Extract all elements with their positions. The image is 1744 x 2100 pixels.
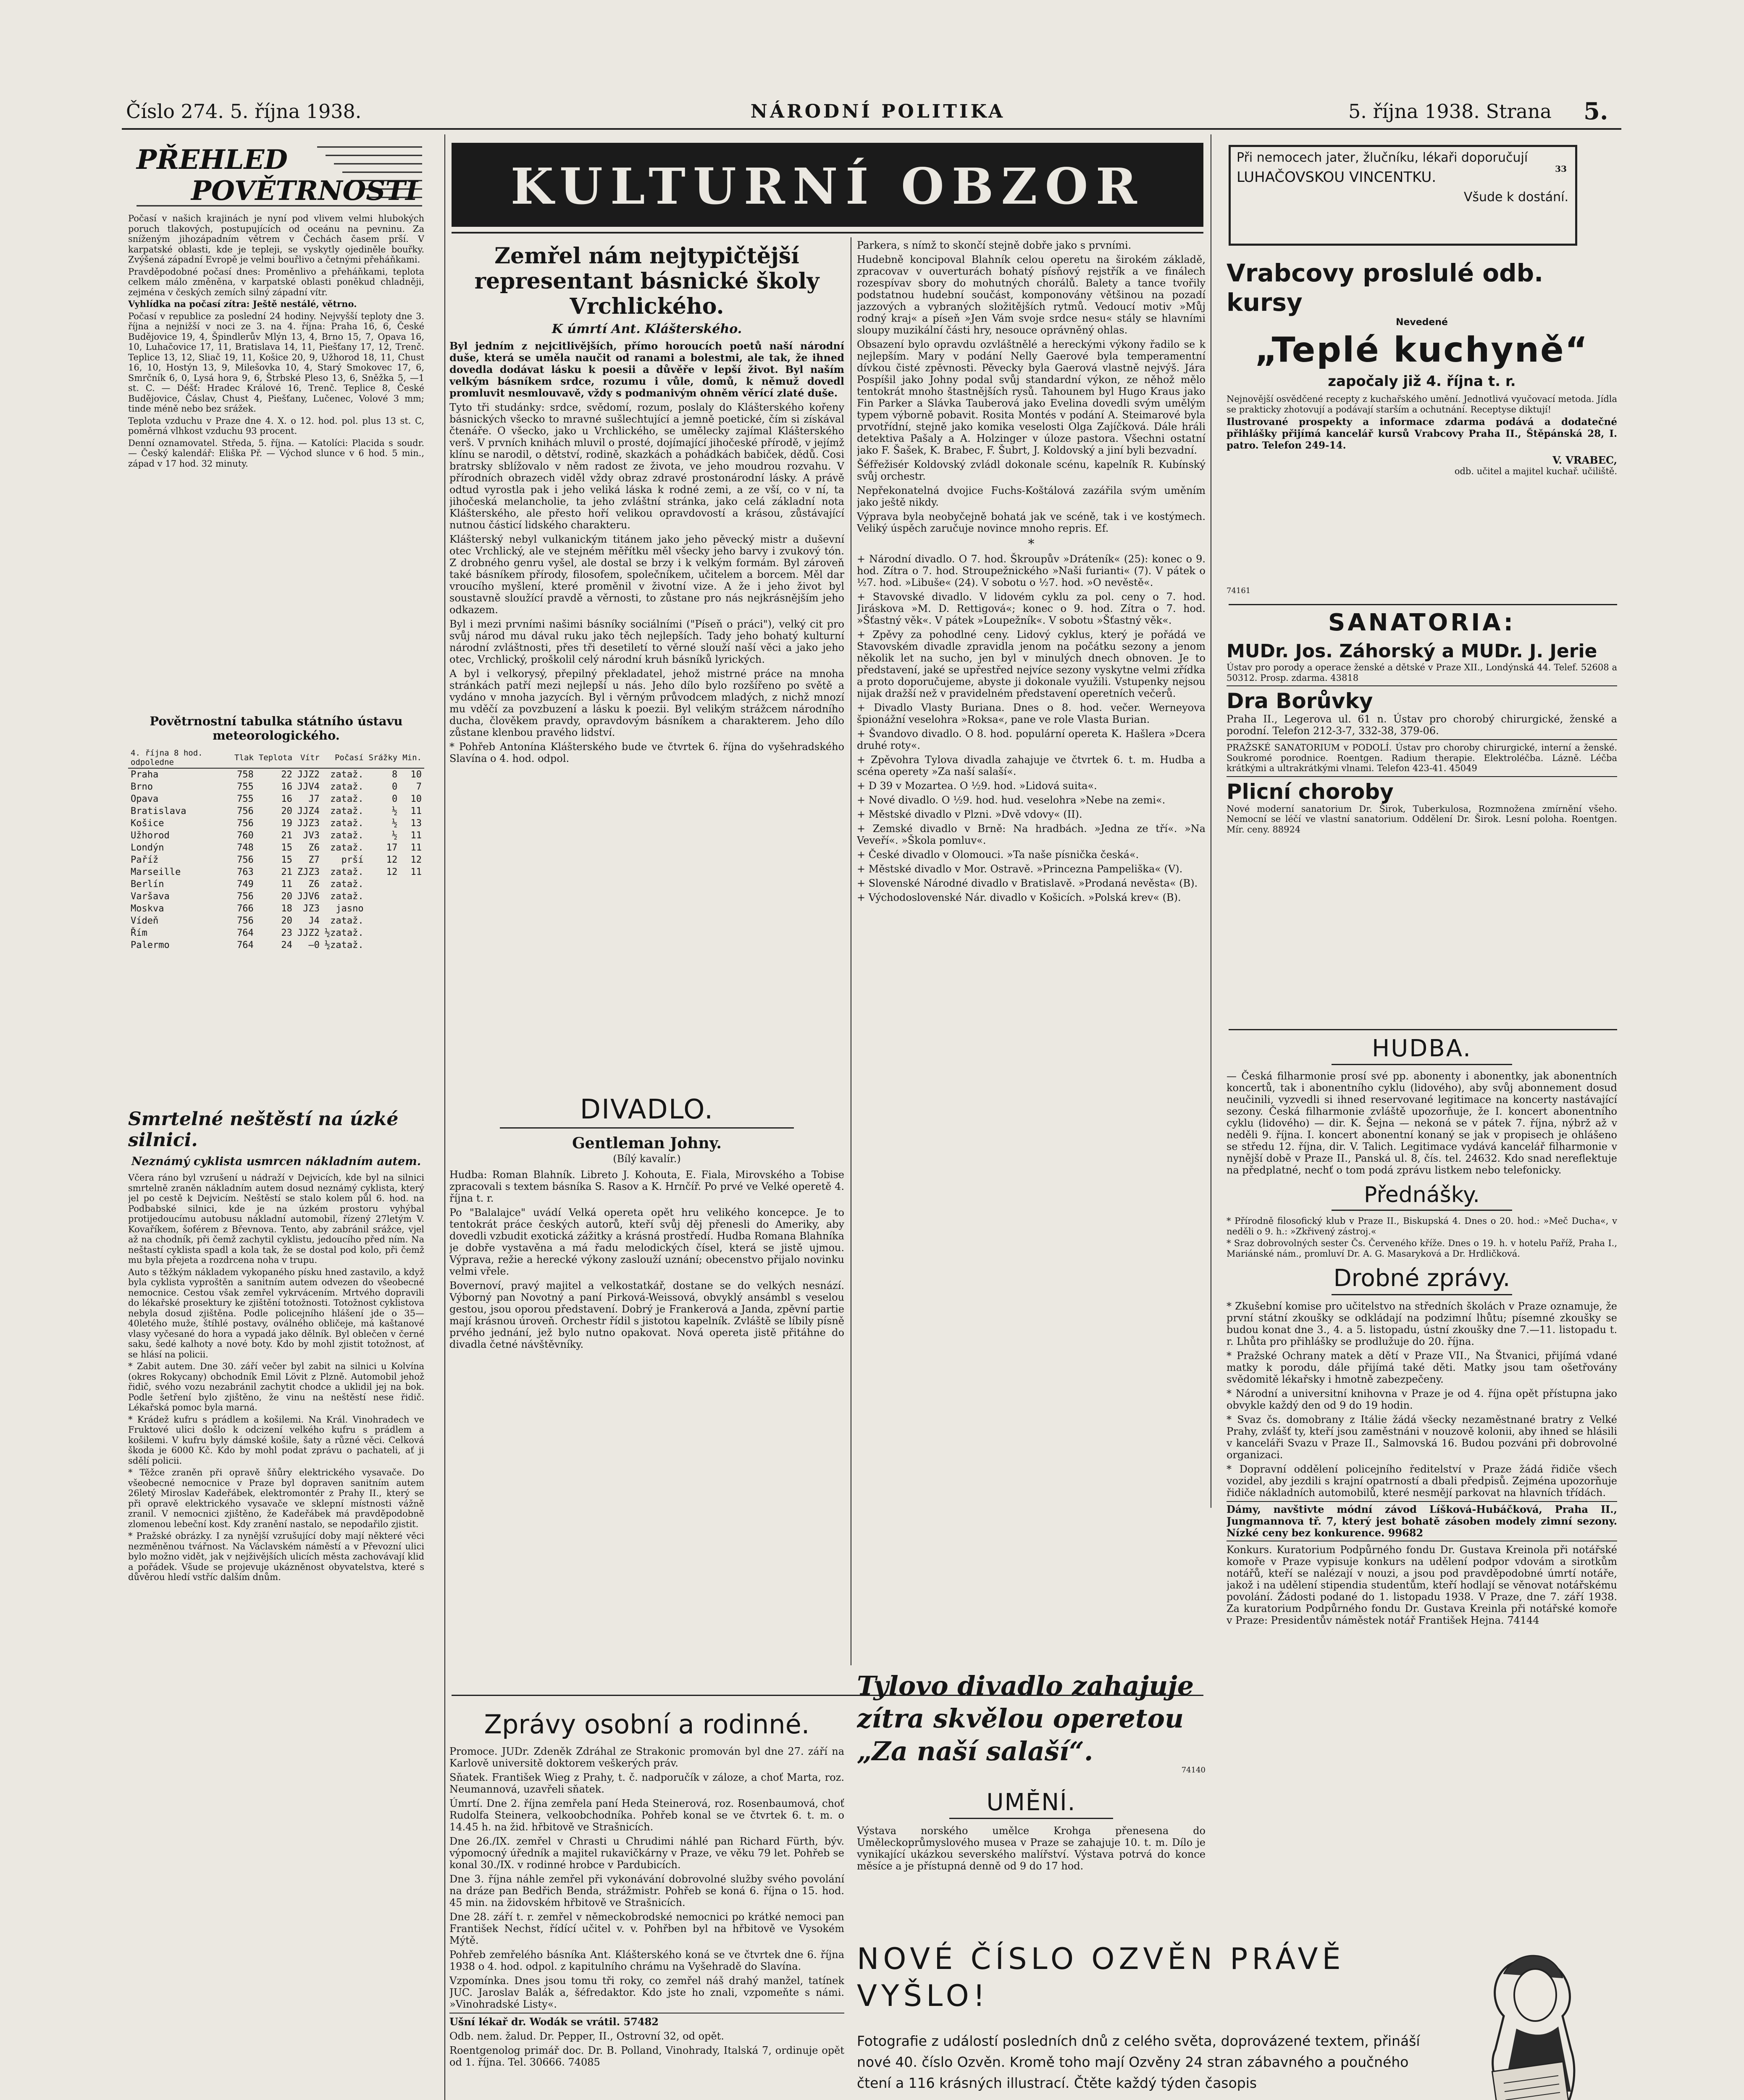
personal-item: Dne 3. října náhle zemřel při vykonávání dobrovolné služby svého povolání na dráze pan Bedřich Benda, strážmistr. Pohřeb se koná 6. října o 15. hod. 45 min. na židovském hřbitově ve Strašnicích. [449, 1873, 844, 1908]
table-header: 4. října 8 hod. odpoledne [128, 748, 232, 768]
table-cell: zataž. [330, 879, 364, 890]
obituary-article [449, 239, 844, 1088]
table-cell [366, 915, 400, 927]
review-paragraph: Nepřekonatelná dvojice Fuchs-Koštálová zazářila svým uměním jako ještě nikdy. [857, 485, 1206, 508]
section-rule [500, 1127, 794, 1129]
table-cell: 764 [237, 928, 254, 938]
program-item: + Východoslovenské Nár. divadlo v Košicích. »Polská krev« (B). [857, 892, 1181, 903]
table-cell: 755 [237, 794, 254, 804]
table-cell: JJZ2 [297, 928, 320, 938]
culture-rule [452, 232, 1203, 234]
weather-forecast: Pravděpodobné počasí dnes: Proměnlivo a přeháňkami, teplota celkem málo změněna, v karpatské oblasti poněkud chladněji, zejména v českých zemích silný západní vítr. [128, 266, 424, 297]
obituary-subheadline: K úmrtí Ant. Klášterského. [552, 322, 742, 336]
table-cell: ½zataž. [324, 940, 364, 950]
page-number: 5. [1584, 97, 1608, 125]
review-subtitle: (Bílý kavalír.) [613, 1153, 681, 1165]
divider [1227, 739, 1617, 740]
table-cell: Košice [131, 818, 164, 829]
classified-ad: Roentgenolog primář doc. Dr. B. Polland, Vinohrady, Italská 7, ordinuje opět od 1. října. Tel. 30666. 74085 [449, 2045, 844, 2068]
table-row [128, 768, 424, 781]
table-row [128, 878, 424, 890]
table-row [128, 927, 424, 939]
table-cell: 756 [237, 806, 254, 816]
table-cell: 0 [391, 782, 398, 792]
table-cell: Bratislava [131, 806, 186, 816]
personal-item: Úmrtí. Dne 2. října zemřela paní Heda Steinerová, roz. Rosenbaumová, choť Rudolfa Steinera, velkoobchodníka. Pohřeb konal se ve čtvrtek 6. t. m. o 14.45 h. na žid. hřbitově ve Strašnicích. [449, 1798, 844, 1833]
luhacovice-availability: Všude k dostání. [1463, 190, 1568, 205]
table-cell: zataž. [330, 806, 364, 816]
table-row [128, 781, 424, 793]
table-cell: JJZ3 [297, 818, 320, 829]
weather-prague: Teplota vzduchu v Praze dne 4. X. o 12. hod. pol. plus 13 st. C, poměrná vlhkost vzduchu 93 procent. [128, 415, 424, 436]
table-cell: Z7 [308, 855, 320, 865]
table-cell: Z6 [308, 879, 320, 890]
table-cell: 20 [281, 891, 292, 902]
program-item: + Nové divadlo. O ½9. hod. hud. veselohra »Nebe na zemi«. [857, 794, 1166, 806]
short-news-item: * Zkušební komise pro učitelstvo na středních školách v Praze oznamuje, že první státní zkoušky se odkládají na podzimní lhůtu; písemné zkoušky se budou konat dne 3., 4. a 5. listopadu, ústní zkoušky dne 7.—11. listopadu t. r. Lhůta pro přihlášky se prodlužuje do 20. října. [1227, 1300, 1617, 1347]
classified-ad: Odb. nem. žalud. Dr. Pepper, II., Ostrovní 32, od opět. [449, 2030, 724, 2042]
divider [1227, 776, 1617, 777]
table-row [128, 890, 424, 903]
table-header: Vítr [295, 748, 322, 768]
table-cell [400, 878, 424, 890]
table-cell: Řím [131, 928, 147, 938]
table-cell [366, 890, 400, 903]
short-news-item: * Svaz čs. domobrany z Itálie žádá všecky nezaměstnané bratry z Velké Prahy, zvlášť ty, kteří jsou zaměstnáni v nouzově kolonii, aby ihned se hlásili v kanceláři Svazu v Praze II., Salmovská 16. Budou pozváni při dobrovolné organizaci. [1227, 1414, 1617, 1461]
table-cell: 755 [237, 782, 254, 792]
separator-star: * [1028, 537, 1035, 551]
vrabec-signature: V. VRABEC, [1552, 454, 1617, 466]
weather-outlook: Vyhlídka na počasí zítra: Ještě nestálé, větrno. [128, 299, 357, 309]
obituary-paragraph: A byl i velkorysý, přepilný překladatel, jehož mistrné práce na mnoha stránkách patří mezi nejlepší u nás. Jeho dílo bylo rozšířeno po světě a vydáno v mnoha jazycích. Byl i věrným průvodcem mladých, z nichž mnozí mu vděčí za povzbuzení a lásku k poezii. Byl velikým strážcem národního ducha, člověkem pravdy, opravdovým básníkem a charakterem. Jeho dílo zůstane klenbou pravého lidství. [449, 668, 844, 738]
weather-report [128, 213, 424, 696]
table-row [128, 915, 424, 927]
table-cell: 756 [237, 855, 254, 865]
personal-news-title: Zprávy osobní a rodinné. [484, 1709, 810, 1740]
news-item: * Těžce zraněn při opravě šňůry elektrického vysavače. Do všeobecné nemocnice v Praze byl dopraven sanitním autem 26letý Miroslav Kadeřábek, elektromontér z Prahy II., který se při opravě elektrického vysavače ve sklepní místnosti vážně zranil. V nemocnici zjištěno, že Kadeřábek má pravděpodobně zlomenou lebeční kost. Kdy zranění nastalo, se nepodařilo zjistit. [128, 1467, 424, 1529]
table-cell: Vídeň [131, 916, 159, 926]
table-cell: 15 [281, 855, 292, 865]
table-cell: JJZ4 [297, 806, 320, 816]
table-cell: JZ3 [303, 903, 320, 914]
table-header: Počasí [322, 748, 366, 768]
table-cell: JJV4 [297, 782, 320, 792]
program-item: + Švandovo divadlo. O 8. hod. populární opereta K. Hašlera »Dcera druhé roty«. [857, 728, 1206, 751]
program-item: + Divadlo Vlasty Buriana. Dnes o 8. hod. večer. Werneyova špionážní veselohra »Roksa«, pane ve role Vlasta Burian. [857, 702, 1206, 725]
right-news [1227, 1035, 1617, 1938]
weather-table-section [128, 714, 424, 1092]
table-cell: JJZ2 [297, 769, 320, 780]
table-cell: 21 [281, 830, 292, 841]
table-header: Teplota [256, 748, 295, 768]
table-cell [400, 903, 424, 915]
culture-logo-text: KULTURNÍ OBZOR [510, 157, 1145, 215]
personal-item: Sňatek. František Wieg z Prahy, t. č. nadporučík v záloze, a choť Marta, roz. Neumannová, uzavřeli sňatek. [449, 1772, 844, 1795]
vrabec-headline: „Teplé kuchyně“ [1255, 330, 1589, 370]
table-cell: 18 [281, 903, 292, 914]
table-cell [400, 915, 424, 927]
weather-calendar: Denní oznamovatel. Středa, 5. října. — Katolíci: Placida s soudr. — Český kalendář: Eliška Př. — Východ slunce v 6 hod. 5 min., západ v 17 hod. 32 minuty. [128, 438, 424, 469]
table-cell: zataž. [330, 794, 364, 804]
table-cell: ½ [391, 818, 398, 829]
obituary-paragraph: Tyto tři studánky: srdce, svědomí, rozum, poslaly do Klášterského kořeny básnických všecko to mravné sušlechtující a jemně poetické, čím si získával čtenáře. O všecko, jako u Vrchlického, se umělecky zajímal Klášterského verš. V prvních knihách mluvil o prosté, dojímající jihočeské přírodě, v jejímž klínu se narodil, o dětství, rodině, skazkách a pohádkách babiček, dědů. Cosi bratrsky sblížovalo v něm radost ze života, ve jeho moudrou rozvahu. V přírodních obrazech viděl vždy obraz zdravé prostonárodní lásky. A právě odtud vyrostla pak i jeho veliká láska k rodné zemi, a ze vší, co v ní, ta jihočeská melancholie, ta jeho zvláštní stránka, jako celá základní nota Klášterského, ale přesto hoří velikou opravdovostí a krásou, zůstávající nutnou částicí lidského charakteru. [449, 402, 844, 531]
table-cell: Opava [131, 794, 159, 804]
news-item: * Pražské obrázky. I za nynější vzrušující doby mají některé věci nezměněnou tvářnost. Na Václavském náměstí a v Převozní ulici bylo možno vidět, jak v nejživějších ulicích města zachovávají klid a pořádek. Všude se projevuje ukázněnost obyvatelstva, které s důvěrou hledí vstříc dalším dnům. [128, 1531, 424, 1582]
table-cell: —0 [308, 940, 320, 950]
personal-item: Pohřeb zemřelého básníka Ant. Klášterského koná se ve čtvrtek dne 6. října 1938 o 4. hod. odpol. z kapitulního chrámu na Vyšehradě do Slavína. [449, 1949, 844, 1972]
section-rule [1332, 1064, 1512, 1065]
news-item: * Zabit autem. Dne 30. září večer byl zabit na silnici u Kolvína (okres Rokycany) obchodník Emil Lövit z Plzně. Automobil jehož řidič, svého vozu nezabránil zachytit chodce a uklidil jej na bok. Podle šetření bylo zjištěno, že vinu na neštěstí nese řidič. Lékařská pomoc byla marná. [128, 1361, 424, 1412]
table-cell [366, 939, 400, 951]
short-news-item: * Národní a universitní knihovna v Praze je od 4. října opět přístupna jako obvykle každý den od 9 do 19 hodin. [1227, 1388, 1617, 1411]
program-item: + Městské divadlo v Mor. Ostravě. »Princezna Pampeliška« (V). [857, 863, 1183, 875]
tyl-theatre-ad [857, 1670, 1206, 1779]
table-cell: 764 [237, 940, 254, 950]
sanatorium-boruvka: Dra Borůvky [1227, 689, 1373, 713]
accident-article [128, 1109, 424, 2100]
table-header: Srážky [366, 748, 400, 768]
program-item: + Zpěvohra Tylova divadla zahajuje ve čtvrtek 6. t. m. Hudba a scéna operety »Za naší salaší«. [857, 754, 1206, 777]
table-cell: 12 [386, 867, 398, 877]
table-cell: 19 [281, 818, 292, 829]
table-cell: 20 [281, 916, 292, 926]
sanatorium-zahorsky-info: Ústav pro porody a operace ženské a dětské v Praze XII., Londýnská 44. Telef. 52608 a 50312. Prosp. zdarma. 43818 [1227, 662, 1617, 683]
luhacovice-text: Při nemocech jater, žlučníku, lékaři doporučují [1237, 150, 1528, 165]
table-row [128, 854, 424, 866]
review-paragraph: Po "Balalajce" uvádí Velká opereta opět hru velikého koncepce. Je to tentokrát práce českých autorů, kteří svůj děj přenesli do Ameriky, aby dovedli vzbudit exotická zážitky a krásná prostředí. Hudba Romana Blahníka je dobře vystavěna a má řadu melodických čísel, která se jistě ujmou. Výprava, režie a herecké výkony zaslouží uznání; obecenstvo přijalo novinku velmi vřele. [449, 1207, 844, 1277]
table-cell: 23 [281, 928, 292, 938]
obituary-paragraph: Klášterský nebyl vulkanickým titánem jako jeho pěvecký mistr a duševní otec Vrchlický, ale ve stejném měřítku měl všecky jeho barvy i zvukový tón. Z drobného genru vyšel, ale dostal se brzy i k velkým formám. Byl zároveň také básníkem přírody, filosofem, společníkem, učitelem a borcem. Měl dar vroucího myšlení, které proměnil v životní vize. A že i jeho život byl soustavně sloužící pravdě a věrnosti, to zůstane pro nás nejkrásnějším jeho odkazem. [449, 533, 844, 616]
table-cell: ½zataž. [324, 928, 364, 938]
table-cell: 24 [281, 940, 292, 950]
ad-number: 74161 [1227, 586, 1251, 595]
table-cell: jasno [336, 903, 364, 914]
table-row [128, 830, 424, 842]
table-header-row [128, 748, 424, 768]
table-cell: 756 [237, 891, 254, 902]
table-cell: zataž. [330, 818, 364, 829]
obituary-paragraph: Byl i mezi prvními našimi básníky sociálními ("Píseň o práci"), velký cit pro svůj národ mu dával ruku jako těch nejlepších. Tady jeho bohatý kulturní národní zvláštnosti, přes tři desetiletí to věrné slouží naší věci a jako jeho otec, Vrchlický, proškolil celý národní kruh básníků lyrických. [449, 618, 844, 665]
accident-paragraph: Auto s těžkým nákladem vykopaného písku hned zastavilo, a když byla cyklista vyproštěn a sanitním autem odvezen do všeobecné nemocnice. Cestou však zemřel vykrvácením. Mrtvého dopravili do lékařské prosektury ke zjištění totožnosti. Totožnost cyklistova nebyla dosud zjištěna. Podle policejního hlášení jde o 35—40letého muže, štíhlé postavy, oválného obličeje, má kaštanové vlasy vyčesané do hora a vypadá jako dělník. Byl oblečen v černé saku, šedé kalhoty a nové boty. Kdo by mohl zjistit totožnost, ať se hlásí na policii. [128, 1267, 424, 1360]
table-cell: zataž. [330, 769, 364, 780]
divider [1227, 685, 1617, 686]
table-cell: 8 [391, 769, 398, 780]
sanatorium-boruvka-info: Praha II., Legerova ul. 61 n. Ústav pro chorobý chirurgické, ženské a porodní. Telefon 212-3-7, 332-38, 379-06. [1227, 713, 1617, 737]
program-item: + Zemské divadlo v Brně: Na hradbách. »Jedna ze tří«. »Na Veveří«. »Škola pomluv«. [857, 823, 1206, 846]
program-item: + České divadlo v Olomouci. »Ta naše písnička česká«. [857, 849, 1139, 861]
table-cell: 15 [281, 843, 292, 853]
table-cell: Z6 [308, 843, 320, 853]
short-news-section-title: Drobné zprávy. [1333, 1265, 1510, 1292]
table-cell: Marseille [131, 867, 181, 877]
personal-item: Dne 28. září t. r. zemřel v německobrodské nemocnici po krátké nemoci pan František Nechst, řídící učitel v. v. Pohřben byl na hřbitově ve Vysokém Mýtě. [449, 1911, 844, 1946]
vrabec-course-ad [1227, 258, 1617, 598]
news-item: * Krádež kufru s prádlem a košilemi. Na Král. Vinohradech ve Fruktové ulici došlo k odcizení velkého kufru s prádlem a košilemi. V kufru byly dámské košile, šaty a různé věci. Celková škoda je 6000 Kč. Kdo by mohl podat zprávu o pachateli, ať ji sdělí policii. [128, 1414, 424, 1466]
sanatorium-podoli: PRAŽSKÉ SANATORIUM v PODOLÍ. Ústav pro choroby chirurgické, interní a ženské. Soukromé porodnice. Roentgen. Radium therapie. Elektroléčba. Lázně. Léčba krátkými a ultrakrátkými vlnami. Telefon 423-41. 45049 [1227, 743, 1617, 773]
review-paragraph: Obsazení bylo opravdu ozvláštnělé a hereckými výkony řadilo se k nejlepším. Mary v podání Nelly Gaerové byla temperamentní dívkou čisté zpěvnosti. Pěvecky byla Gaerová vlastně nejvýš. Jára Pospíšil jako Johny podal svůj standardní výkon, ze něhož mělo tentokrát mnoho štastnějších rysů. Tahounem byl Hugo Kraus jako Fin Parker a Slávka Tauberová jako Evelina dovedli svým umělým typem výborně pobavit. Rosita Montés v podání A. Steimarové byla prvotřídní, stejně jako komika veselosti Olga Zajíčková. Dále hráli detektiva Pašaly a A. Holzinger v úloze pastora. Všechni ostatní jako F. Šašek, K. Brabec, F. Šubrt, J. Koldovský a jiní byli bezvadní. [857, 339, 1206, 456]
lecture-item: * Sraz dobrovolných sester Čs. Červeného kříže. Dnes o 19. h. v hotelu Paříž, Praha I., Mariánské nám., promluví Dr. A. G. Masaryková a Dr. Hrdličková. [1227, 1238, 1617, 1259]
table-cell: ½ [391, 806, 398, 816]
obituary-paragraph: Byl jedním z nejcitlivějších, přímo horoucích poetů naší národní duše, která se uměla naučit od ranami a bolestmi, ale tak, že ihned dovedla dodávat lásku k poesii a důvěře v lepší život. Byl naším velkým básníkem srdce, rozumu i vůle, domů, k němuž dovedl promluvit nesmlouvavě, vždy s podmanivým ohněm věrící zlaté duše. [449, 340, 844, 399]
table-cell: 758 [237, 769, 254, 780]
funeral-notice: * Pohřeb Antonína Klášterského bude ve čtvrtek 6. října do vyšehradského Slavína o 4. hod. odpol. [449, 741, 844, 764]
vrabec-signature-title: odb. učitel a majitel kuchař. učiliště. [1454, 466, 1617, 476]
review-title: Gentleman Johny. [572, 1134, 722, 1152]
table-cell: 0 [391, 794, 398, 804]
lecture-item: * Přírodně filosofický klub v Praze II., Biskupská 4. Dnes o 20. hod.: »Meč Ducha«, v neděli o 9. h.: »Zkřivený zástroj.« [1227, 1216, 1617, 1236]
table-cell: Praha [131, 769, 159, 780]
sanatoria-title: SANATORIA: [1328, 609, 1516, 636]
program-item: + Stavovské divadlo. V lidovém cyklu za pol. ceny o 7. hod. Jiráskova »M. D. Rettigová«; konec o 9. hod. Zítra o 7. hod. »Šťastný věk«. V pátek »Loupežník«. V sobotu »Šťastný věk«. [857, 591, 1206, 626]
table-cell [400, 890, 424, 903]
table-cell [400, 927, 424, 939]
table-cell: 766 [237, 903, 254, 914]
header-rule [122, 128, 1621, 130]
theatre-program-column [857, 239, 1206, 1663]
table-cell: Užhorod [131, 830, 170, 841]
review-continuation: Parkera, s nímž to skončí stejně dobře jako s prvními. [857, 239, 1132, 251]
table-cell: 10 [410, 794, 422, 804]
accident-headline: Smrtelné neštěstí na úzké silnici. [128, 1109, 399, 1151]
table-cell: 22 [281, 769, 292, 780]
section-rule [1229, 1029, 1617, 1030]
table-cell: Paříž [131, 855, 159, 865]
tyl-ad-text: Tylovo divadlo zahajuje zítra skvělou operetou „Za naší salaší“. [857, 1670, 1194, 1767]
table-cell [366, 927, 400, 939]
weather-table-body [128, 768, 424, 951]
section-rule [949, 1818, 1113, 1819]
table-cell: zataž. [330, 867, 364, 877]
table-cell: JV3 [303, 830, 320, 841]
table-cell: Moskva [131, 903, 164, 914]
table-cell: 17 [386, 843, 398, 853]
table-row [128, 805, 424, 817]
table-cell: 749 [237, 879, 254, 890]
competition-notice: Konkurs. Kuratorium Podpůrného fondu Dr. Gustava Kreinola při notářské komoře v Praze vypisuje konkurs na udělení podpor vdovám a sirotkům notářů, kteří se nalézají v nouzi, a jsou pod pravděpodobné úmrtí notáře, jakož i na udělení stipendia studentům, kteří hodlají se věnovat notářskému povolání. Žádosti podané do 1. listopadu 1938. V Praze, dne 7. září 1938. Za kuratorium Podpůrného fondu Dr. Gustava Kreinla při notářské komoře v Praze: Presidentův náměstek notář František Hejna. 74144 [1227, 1544, 1617, 1626]
weather-logo [128, 139, 424, 210]
table-cell: Londýn [131, 843, 164, 853]
table-cell: zataž. [330, 891, 364, 902]
table-row [128, 842, 424, 854]
table-cell: Palermo [131, 940, 170, 950]
table-cell: 756 [237, 818, 254, 829]
table-cell: J7 [308, 794, 320, 804]
woman-illustration [1445, 1940, 1613, 2100]
vrabec-contact: Ilustrované prospekty a informace zdarma podává a dodatečné přihlášky přijímá kancelář kursů Vrabcovy Praha II., Štěpánská 28, I. patro. Telefon 249-14. [1227, 416, 1617, 451]
sanatorium-zahorsky: MUDr. Jos. Záhorský a MUDr. J. Jerie [1227, 640, 1597, 662]
table-cell: JJV6 [297, 891, 320, 902]
table-cell: 13 [410, 818, 422, 829]
table-cell: 12 [410, 855, 422, 865]
personal-news [449, 1705, 844, 2100]
sanatorium-lungs: Plicní choroby [1227, 779, 1394, 804]
table-cell: 11 [410, 843, 422, 853]
table-header: Tlak [232, 748, 256, 768]
art-section [857, 1789, 1206, 1932]
table-cell [400, 939, 424, 951]
luhacovice-brand: LUHAČOVSKOU VINCENTKU. [1237, 169, 1437, 186]
table-cell: 763 [237, 867, 254, 877]
svg-text:POVĚTRNOSTI: POVĚTRNOSTI [191, 175, 418, 207]
table-cell: prší [341, 855, 364, 865]
page-date: 5. října 1938. Strana [1348, 100, 1552, 123]
personal-item: Promoce. JUDr. Zdeněk Zdráhal ze Strakonic promován byl dne 27. září na Karlově universitě doktorem veškerých práv. [449, 1746, 844, 1769]
sanatorium-lungs-info: Nové moderní sanatorium Dr. Širok, Tuberkulosa, Rozmnožena zmírnění všeho. Nemocní se léčí ve vlastní sanatorium. Oddělení Dr. Širok. Lesní poloha. Roentgen. Mír. ceny. 88924 [1227, 803, 1617, 835]
table-cell: J4 [308, 916, 320, 926]
ozveny-description: Fotografie z událostí posledních dnů z celého světa, doprovázené textem, přináší nové 40. číslo Ozvěn. Kromě toho mají Ozvěny 24 stran zábavného a poučného čtení a 116 krásných illustrací. Čtěte každý týden časopis [857, 2033, 1420, 2091]
review-paragraph: Bovernoví, pravý majitel a velkostatkář, dostane se do velkých nesnází. Výborný pan Novotný a paní Pirková-Weissová, obvyklý ansámbl s veselou gestou, jsou oporou představení. Dobrý je Frankerová a Janda, zpěvní partie mají krásnou úroveň. Orchestr řídil s jistotou kapelník. Zvláště se líbily písně prvého jednání, jež bylo nutno opakovat. Nová opereta jistě přitáhne do divadla četné návštěvníky. [449, 1280, 844, 1350]
weather-table-title: Povětrnostní tabulka státního ústavu meteorologického. [150, 714, 403, 743]
program-item: + D 39 v Mozartea. O ½9. hod. »Lidová suita«. [857, 780, 1097, 792]
vrabec-description: Nejnovější osvědčené recepty z kuchařského umění. Jednotlivá vyučovací metoda. Jídla se prakticky zhotovují a podávají starším a ochutnání. Receptyse diktují! [1227, 394, 1617, 415]
table-cell: Varšava [131, 891, 170, 902]
table-row [128, 903, 424, 915]
theatre-review [449, 1092, 844, 1688]
table-cell: 11 [410, 806, 422, 816]
table-cell: 16 [281, 782, 292, 792]
program-item: + Zpěvy za pohodlné ceny. Lidový cyklus, který je pořádá ve Stavovském divadle zpravidla jenom na počátku sezony a jenom několik let na sucho, jen byl v minulých dnech obnoven. Je to představení, jaké se upřestřed nejvíce sezony vyskytne velmi zřídka a proto doporučujeme, abyste ji dokonale využili. Vstupenky nejsou nijak dražší než v pravidelném představení operetních večerů. [857, 629, 1206, 699]
weather-paragraph: Počasí v našich krajinách je nyní pod vlivem velmi hlubokých poruch tlakových, postupujících od oceánu na pevninu. Za sníženým jihozápadním větrem v Čechách časem prší. V karpatské oblasti, kde je tepleji, se vyskytly ojediněle bouřky. Zvýšená západní Evropě je velmi bouřlivo a četnými přeháňkami. [128, 213, 424, 265]
ozveny-headline: NOVÉ ČÍSLO OZVĚN PRÁVĚ VYŠLO! [857, 1942, 1345, 2013]
obituary-headline: Zemřel nám nejtypičtější representant básnické školy Vrchlického. [474, 243, 819, 319]
issue-number: Číslo 274. 5. října 1938. [126, 100, 362, 123]
table-cell: 10 [410, 769, 422, 780]
theatre-program [857, 553, 1206, 903]
weather-temperatures: Počasí v republice za poslední 24 hodiny. Nejvyšší teploty dne 3. října a nejnižší v noci ze 3. na 4. října: Praha 16, 6, České Budějovice 19, 4, Špindlerův Mlýn 13, 4, Brno 15, 7, Opava 16, 10, Luhačovice 17, 11, Bratislava 14, 11, Piešťany 17, 12, Trenč. Teplice 13, 12, Sliač 19, 11, Košice 20, 9, Užhorod 18, 11, Chust 16, 10, Hostýn 13, 9, Milešovka 10, 4, Starý Smokovec 17, 6, Smrčník 6, 0, Lysá hora 9, 6, Štrbské Pleso 13, 6, Sněžka 5, —1 st. C. — Déšť: Hradec Králové 16, Trenč. Teplice 8, České Budějovice, Čáslav, Chust 4, Piešťany, Lučenec, Volové 3 mm; tinde méně nebo bez srážek. [128, 311, 424, 414]
table-row [128, 793, 424, 805]
table-cell: 11 [281, 879, 292, 890]
table-cell: ZJZ3 [297, 867, 320, 877]
table-row [128, 939, 424, 951]
accident-subheadline: Neznámý cyklista usmrcen nákladním autem. [131, 1155, 421, 1168]
table-row [128, 866, 424, 878]
table-cell: zataž. [330, 830, 364, 841]
short-news-item: * Pražské Ochrany matek a dětí v Praze VII., Na Štvanici, přijímá vdané matky k porodu, dále přijímá také děti. Matky jsou tam ošetřovány svědomitě lékařsky i hmotně zabezpečeny. [1227, 1350, 1617, 1385]
lectures-section-title: Přednášky. [1364, 1182, 1480, 1208]
section-rule [1229, 604, 1617, 605]
table-cell: 760 [237, 830, 254, 841]
ozveny-ad [857, 1940, 1617, 2100]
program-item: + Národní divadlo. O 7. hod. Škroupův »Dráteník« (25): konec o 9. hod. Zítra o 7. hod. Stroupežnického »Naši furianti« (7). V pátek o ½7. hod. »Libuše« (24). V sobotu o ½7. hod. »O nevěstě«. [857, 553, 1206, 588]
fashion-ad: Dámy, navštivte módní závod Líšková-Hubáčková, Praha II., Jungmannova tř. 7, který jest bohatě zásoben modely zimní sezony. Nízké ceny bez konkurence. 99682 [1227, 1501, 1617, 1541]
luhacovice-ad [1229, 145, 1577, 246]
review-paragraph: Šéfřežisér Koldovský zvládl dokonale scénu, kapelník R. Kubínský svůj orchestr. [857, 459, 1206, 482]
art-section-title: UMĚNÍ. [986, 1789, 1076, 1816]
music-news: — Česká filharmonie prosí své pp. abonenty i abonentky, jak abonentních koncertů, tak i abonentního cyklu (lidového), aby svůj abonnement dosud neučinili, vyzvedli si ihned reservované legitimace na koncerty nastávající sezony. Česká filharmonie zvláště upozorňuje, že I. koncert abonentního cyklu (lidového) — dir. K. Šejna — nekoná se v pátek 7. října, nýbrž až v neděli 9. října. I. koncert abonentní konaný se jak v propisech je ohlášeno se středu 12. října, dir. V. Talich. Legitimace vydává kancelář filharmonie v nynější době v Praze II., Panská ul. 8, čís. tel. 24632. Kdo snad nereflektuje na předplatné, nechť o tom podá zprávu listkem nebo telefonicky. [1227, 1070, 1617, 1176]
table-cell: 21 [281, 867, 292, 877]
table-cell: 11 [410, 830, 422, 841]
masthead-title: NÁRODNÍ POLITIKA [750, 101, 1006, 122]
table-cell: 20 [281, 806, 292, 816]
table-cell: 7 [416, 782, 422, 792]
music-section-title: HUDBA. [1372, 1035, 1472, 1062]
table-cell: ½ [391, 830, 398, 841]
short-news-item: * Dopravní oddělení policejního ředitelství v Praze žádá řidiče všech vozidel, aby jezdili s krajní opatrností a dbali předpisů. Zejména upozorňuje řidiče nákladních automobilů, které nesmějí parkovat na hlavních třídách. [1227, 1463, 1617, 1499]
vrabec-start-date: započaly již 4. října t. r. [1328, 373, 1516, 390]
culture-logo [452, 143, 1203, 227]
program-item: + Slovenské Národné divadlo v Bratislavě. »Prodaná nevěsta« (B). [857, 877, 1198, 889]
vrabec-new: Nevedené [1396, 317, 1448, 328]
column-divider [444, 134, 445, 2100]
table-cell: 756 [237, 916, 254, 926]
art-news: Výstava norského umělce Krohga přenesena do Uměleckoprůmyslového musea v Praze se zahajuje 10. t. m. Dílo je vynikající ukázkou severského malířství. Výstava potrvá do konce měsíce a je přístupná denně od 9 do 17 hod. [857, 1825, 1206, 1872]
personal-item: Dne 26./IX. zemřel v Chrasti u Chrudimi náhlé pan Richard Fürth, býv. výpomocný úředník a majitel rukavičkárny v Praze, ve věku 79 let. Pohřeb se konal 30./IX. v rodinné hrobce v Pardubicích. [449, 1835, 844, 1871]
table-cell: zataž. [330, 782, 364, 792]
program-item: + Městské divadlo v Plzni. »Dvě vdovy« (II). [857, 808, 1082, 820]
review-credits: Hudba: Roman Blahník. Libreto J. Kohouta, E. Fiala, Mirovského a Tobise zpracovali s textem básníka S. Rasov a K. Hrnčíř. Po prvé ve Velké operetě 4. října t. r. [449, 1169, 844, 1204]
review-paragraph: Výprava byla neobyčejně bohatá jak ve scéně, tak i ve kostýmech. Veliký úspěch zaručuje novince mnoho repris. Ef. [857, 511, 1206, 534]
table-cell: 748 [237, 843, 254, 853]
vrabec-title: Vrabcovy proslulé odb. kursy [1227, 259, 1544, 317]
sanatoria-ads [1227, 609, 1617, 1025]
section-rule [1332, 1294, 1512, 1295]
classified-ad: Ušní lékař dr. Wodák se vrátil. 57482 [449, 2013, 844, 2028]
accident-paragraph: Včera ráno byl vzrušení u nádraží v Dejvicích, kde byl na silnici smrtelně zraněn nákladním autem dosud neznámý cyklista, který jel po cestě k Dejvicím. Neštěstí se stalo kolem půl 6. hod. na Podbabské silnici, kde je na úzkém prostoru vyhýbal protijedoucímu autobusu nákladní automobil, řízený 27letým V. Kovaříkem, šoférem z Břevnova. Tento, aby zabránil srážce, vjel až na chodník, při čemž zachytil cyklistu, jedoucího před ním. Na neštastí cyklista spadl a kola tak, že se dostal pod kolo, při čemž mu byla přejeta a rozdrcena noha v trupu. [128, 1173, 424, 1265]
table-cell [366, 903, 400, 915]
theatre-section-title: DIVADLO. [580, 1094, 714, 1125]
table-cell: Berlín [131, 879, 164, 890]
ad-number: 74140 [1181, 1766, 1206, 1774]
weather-table [128, 748, 424, 951]
table-cell: 16 [281, 794, 292, 804]
review-paragraph: Hudebně koncipoval Blahník celou operetu na širokém základě, zpracovav v ouverturách bohatý písňový rejstřík a ve finálech rozespívav sbory do mohutných chorálů. Balety a tance tvořily podstatnou hudební součást, komponovány většinou na pozadí jazzových a vybraných složitějších rytmů. Vedoucí motiv »Můj rodný kraj« a píseň »Jen Vám svoje srdce nesu« stály se hlavními sloupy muzikální části hry, nesouce oprávněný ohlas. [857, 254, 1206, 336]
table-cell [366, 878, 400, 890]
table-cell: 12 [386, 855, 398, 865]
table-header: Min. [400, 748, 424, 768]
table-cell: zataž. [330, 916, 364, 926]
table-cell: 11 [410, 867, 422, 877]
section-rule [1332, 1210, 1512, 1211]
table-cell: Brno [131, 782, 153, 792]
ad-number: 33 [1555, 164, 1567, 174]
table-cell: zataž. [330, 843, 364, 853]
table-row [128, 817, 424, 830]
personal-item: Vzpomínka. Dnes jsou tomu tři roky, co zemřel náš drahý manžel, tatínek JUC. Jaroslav Balák a, šéfredaktor. Kdo jste ho znali, vzpomeňte s námi. »Vinohradské Listy«. [449, 1975, 844, 2010]
svg-text:PŘEHLED: PŘEHLED [137, 144, 288, 176]
